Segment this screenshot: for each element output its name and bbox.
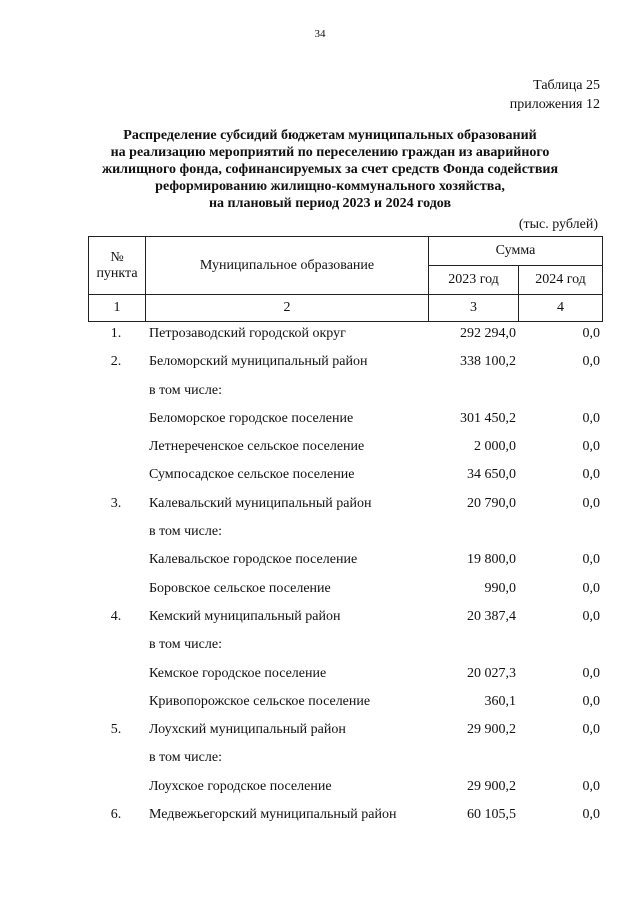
row-number: 1. xyxy=(110,326,122,341)
table-row xyxy=(0,750,640,778)
table-row xyxy=(0,439,640,467)
municipality-name: Калевальское городское поселение xyxy=(149,552,358,568)
value-2023: 29 900,2 xyxy=(467,778,516,794)
municipality-name: в том числе: xyxy=(149,382,222,398)
value-2024: 0,0 xyxy=(582,326,600,341)
column-index-1: 1 xyxy=(89,295,146,322)
municipality-name: Летнереченское сельское поселение xyxy=(149,439,365,455)
municipality-name: Лоухский муниципальный район xyxy=(149,722,346,738)
municipality-name: Кемское городское поселение xyxy=(149,665,327,681)
table-row xyxy=(0,694,640,722)
column-index-3: 3 xyxy=(429,295,519,322)
value-2023: 338 100,2 xyxy=(460,354,516,370)
municipality-name: Боровское сельское поселение xyxy=(149,580,331,596)
table-body xyxy=(0,326,640,835)
table-row xyxy=(0,496,640,524)
table-ref-line2: приложения 12 xyxy=(509,97,600,112)
value-2024: 0,0 xyxy=(582,467,600,483)
table-row xyxy=(0,326,640,354)
municipality-name: Медвежьегорский муниципальный район xyxy=(149,807,397,823)
row-number: 2. xyxy=(110,354,122,370)
row-number: 4. xyxy=(110,608,122,624)
municipality-name: в том числе: xyxy=(149,524,222,540)
table-row xyxy=(0,637,640,665)
title-line: жилищного фонда, софинансируемых за счет средств Фонда содействия xyxy=(101,162,559,177)
value-2023: 990,0 xyxy=(484,580,516,596)
value-2024: 0,0 xyxy=(582,580,600,596)
value-2023: 2 000,0 xyxy=(474,439,516,455)
municipality-name: Кривопорожское сельское поселение xyxy=(149,693,371,709)
table-row xyxy=(0,552,640,580)
value-2023: 292 294,0 xyxy=(460,326,516,341)
value-2024: 0,0 xyxy=(582,722,600,738)
table-row xyxy=(0,354,640,382)
column-index-2: 2 xyxy=(146,295,429,322)
table-ref-line1: Таблица 25 xyxy=(533,78,600,93)
value-2024: 0,0 xyxy=(582,495,600,511)
table-row xyxy=(0,524,640,552)
value-2023: 20 027,3 xyxy=(467,665,516,681)
value-2023: 29 900,2 xyxy=(467,722,516,738)
table-row xyxy=(0,609,640,637)
title-line: на плановый период 2023 и 2024 годов xyxy=(208,196,452,211)
table-row xyxy=(0,807,640,835)
value-2024: 0,0 xyxy=(582,778,600,794)
municipality-name: Беломорское городское поселение xyxy=(149,410,354,426)
municipality-name: Кемский муниципальный район xyxy=(149,608,341,624)
municipality-name: Калевальский муниципальный район xyxy=(149,495,372,511)
value-2024: 0,0 xyxy=(582,439,600,455)
value-2023: 60 105,5 xyxy=(467,807,516,823)
value-2023: 301 450,2 xyxy=(460,410,516,426)
municipality-name: в том числе: xyxy=(149,637,222,653)
header-year-2023: 2023 год xyxy=(429,266,519,295)
title-line: на реализацию мероприятий по переселению граждан из аварийного xyxy=(110,145,550,160)
title-line: реформированию жилищно-коммунального хозяйства, xyxy=(155,179,505,194)
table-row xyxy=(0,383,640,411)
value-2024: 0,0 xyxy=(582,693,600,709)
municipality-name: Беломорский муниципальный район xyxy=(149,354,368,370)
municipality-name: Лоухское городское поселение xyxy=(149,778,332,794)
value-2023: 19 800,0 xyxy=(467,552,516,568)
units-label: (тыс. рублей) xyxy=(518,217,598,232)
value-2024: 0,0 xyxy=(582,807,600,823)
table-reference xyxy=(510,76,600,114)
document-title xyxy=(80,127,580,212)
row-number: 6. xyxy=(110,807,122,823)
table-row xyxy=(0,722,640,750)
header-year-2024: 2024 год xyxy=(519,266,603,295)
municipality-name: Петрозаводский городской округ xyxy=(149,326,346,341)
title-line: Распределение субсидий бюджетам муниципальных образований xyxy=(123,128,537,143)
table-row xyxy=(0,666,640,694)
header-number-symbol: № xyxy=(110,249,124,265)
municipality-name: в том числе: xyxy=(149,750,222,766)
row-number: 3. xyxy=(110,495,122,511)
value-2023: 360,1 xyxy=(484,693,516,709)
header-number-cell xyxy=(89,237,146,295)
header-sum: Сумма xyxy=(429,237,603,266)
value-2024: 0,0 xyxy=(582,410,600,426)
value-2024: 0,0 xyxy=(582,608,600,624)
value-2024: 0,0 xyxy=(582,665,600,681)
page-number: 34 xyxy=(314,28,326,40)
value-2024: 0,0 xyxy=(582,354,600,370)
municipality-name: Сумпосадское сельское поселение xyxy=(149,467,355,483)
table-header xyxy=(88,236,603,322)
table-row xyxy=(0,581,640,609)
value-2023: 20 387,4 xyxy=(467,608,516,624)
table-row xyxy=(0,467,640,495)
column-index-4: 4 xyxy=(519,295,603,322)
header-number-label: пункта xyxy=(96,265,138,281)
table-row xyxy=(0,411,640,439)
header-municipality: Муниципальное образование xyxy=(146,237,429,295)
table-row xyxy=(0,779,640,807)
value-2024: 0,0 xyxy=(582,552,600,568)
value-2023: 20 790,0 xyxy=(467,495,516,511)
row-number: 5. xyxy=(110,722,122,738)
value-2023: 34 650,0 xyxy=(467,467,516,483)
